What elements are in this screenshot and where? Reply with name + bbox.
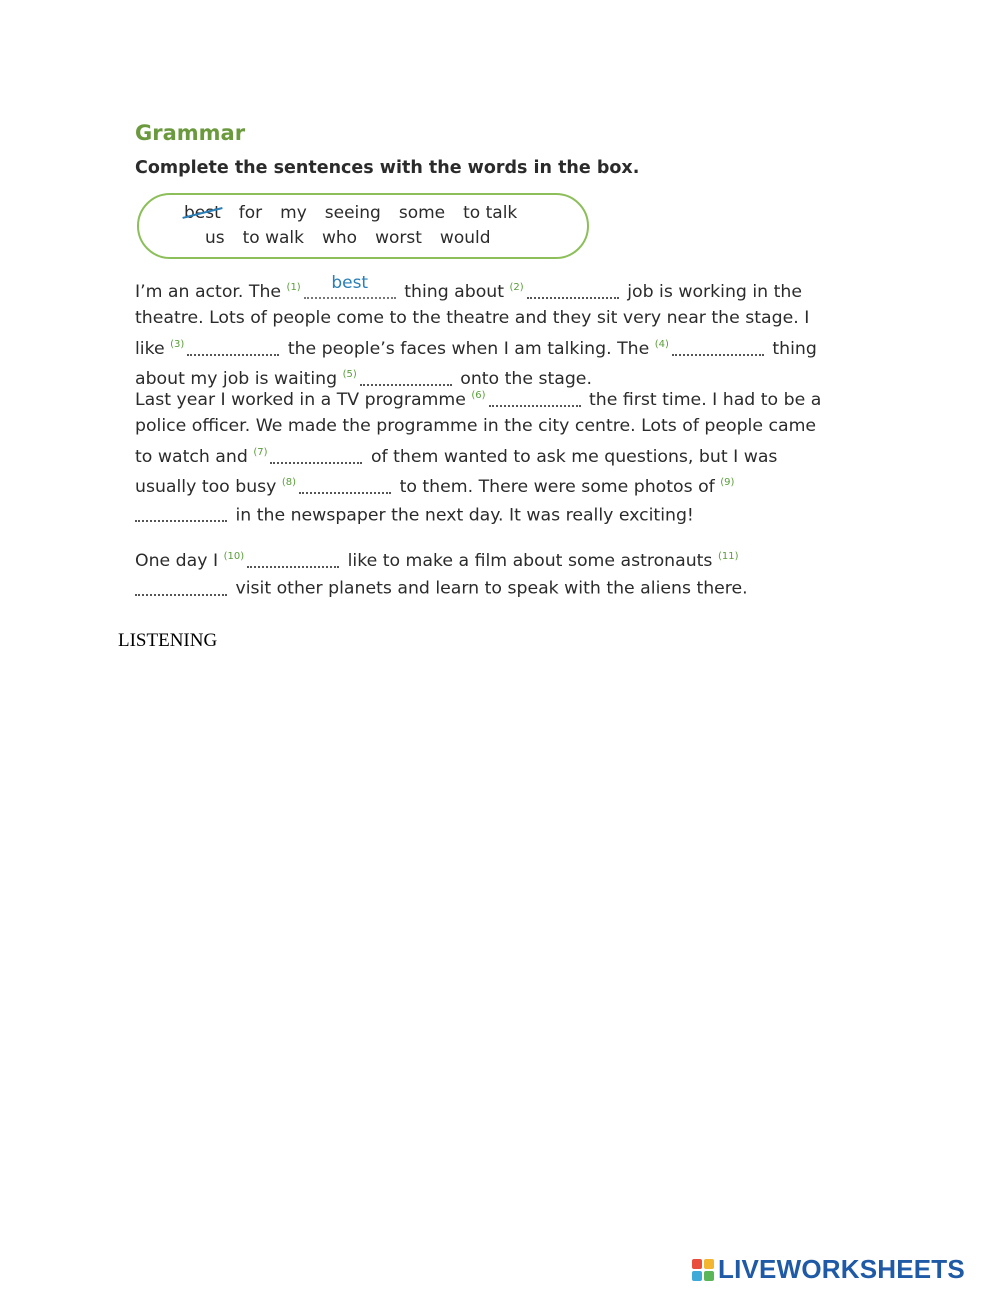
logo-icon — [692, 1259, 714, 1281]
text-segment: thing about my job is waiting — [135, 338, 817, 390]
word-box-item: my — [280, 203, 307, 223]
word-box-item: to walk — [242, 228, 304, 248]
section-heading: Grammar — [135, 121, 246, 145]
logo-square — [704, 1259, 714, 1269]
word-box-item: us — [205, 228, 225, 248]
instruction-text: Complete the sentences with the words in the box. — [135, 158, 640, 178]
text-segment: I’m an actor. The — [135, 282, 282, 302]
gap-1-input[interactable] — [304, 272, 396, 299]
word-box — [137, 193, 589, 259]
logo-square — [692, 1271, 702, 1281]
word-box-row-2 — [205, 228, 509, 248]
word-box-item: worst — [375, 228, 422, 248]
gap-number: (4) — [654, 338, 669, 350]
logo-square — [692, 1259, 702, 1269]
text-segment: Last year I worked in a TV programme — [135, 390, 466, 410]
text-segment: of them wanted to ask me questions, but I was usually too busy — [135, 446, 778, 498]
gap-number: (8) — [281, 477, 297, 489]
word-box-item: for — [238, 203, 263, 223]
text-segment: thing about — [404, 282, 505, 302]
word-box-item: best — [184, 203, 221, 223]
gap-7-input[interactable] — [270, 445, 362, 464]
word-box-item: some — [398, 203, 446, 223]
paragraph-3 — [135, 544, 825, 602]
gap-2-input[interactable] — [527, 280, 619, 299]
gap-11-input[interactable] — [135, 576, 227, 595]
gap-number: (7) — [253, 446, 268, 458]
gap-9-input[interactable] — [135, 503, 227, 522]
gap-1-answer: best — [331, 272, 369, 293]
text-segment: onto the stage. — [460, 369, 592, 390]
gap-6-input[interactable] — [489, 388, 581, 407]
gap-8-input[interactable] — [299, 475, 391, 494]
liveworksheets-logo — [692, 1254, 965, 1285]
word-box-item: seeing — [324, 203, 381, 223]
gap-number: (6) — [471, 390, 486, 401]
gap-4-input[interactable] — [672, 337, 764, 356]
logo-text: LIVEWORKSHEETS — [718, 1254, 965, 1284]
gap-10-input[interactable] — [247, 549, 339, 568]
logo-square — [704, 1271, 714, 1281]
text-segment: the first time. I had to be a police officer. We made the programme in the city centre. Lots of people came to watch and — [135, 390, 822, 467]
gap-number: (1) — [286, 282, 301, 293]
text-segment: like to make a film about some astronauts — [347, 551, 713, 571]
text-segment: in the newspaper the next day. It was really exciting! — [235, 504, 694, 525]
gap-number: (3) — [170, 338, 185, 350]
paragraph-1 — [135, 272, 825, 393]
paragraph-2 — [135, 383, 825, 528]
text-segment: One day I — [135, 551, 219, 571]
gap-3-input[interactable] — [187, 337, 279, 356]
text-segment: job is working in the theatre. Lots of people come to the theatre and they sit very near the stage. I like — [135, 282, 810, 359]
gap-number: (2) — [509, 282, 524, 293]
word-box-item: who — [322, 228, 358, 248]
text-segment: visit other planets and learn to speak with the aliens there. — [235, 578, 748, 599]
text-segment: to them. There were some photos of — [399, 477, 715, 498]
text-segment: the people’s faces when I am talking. The — [287, 338, 650, 359]
gap-number: (9) — [720, 477, 735, 489]
word-box-item: would — [439, 228, 491, 248]
gap-number: (10) — [223, 551, 245, 562]
gap-number: (5) — [342, 369, 357, 381]
listening-label: LISTENING — [118, 630, 218, 651]
word-box-row-1 — [184, 203, 535, 223]
word-box-item: to talk — [463, 203, 518, 223]
gap-number: (11) — [717, 551, 739, 562]
